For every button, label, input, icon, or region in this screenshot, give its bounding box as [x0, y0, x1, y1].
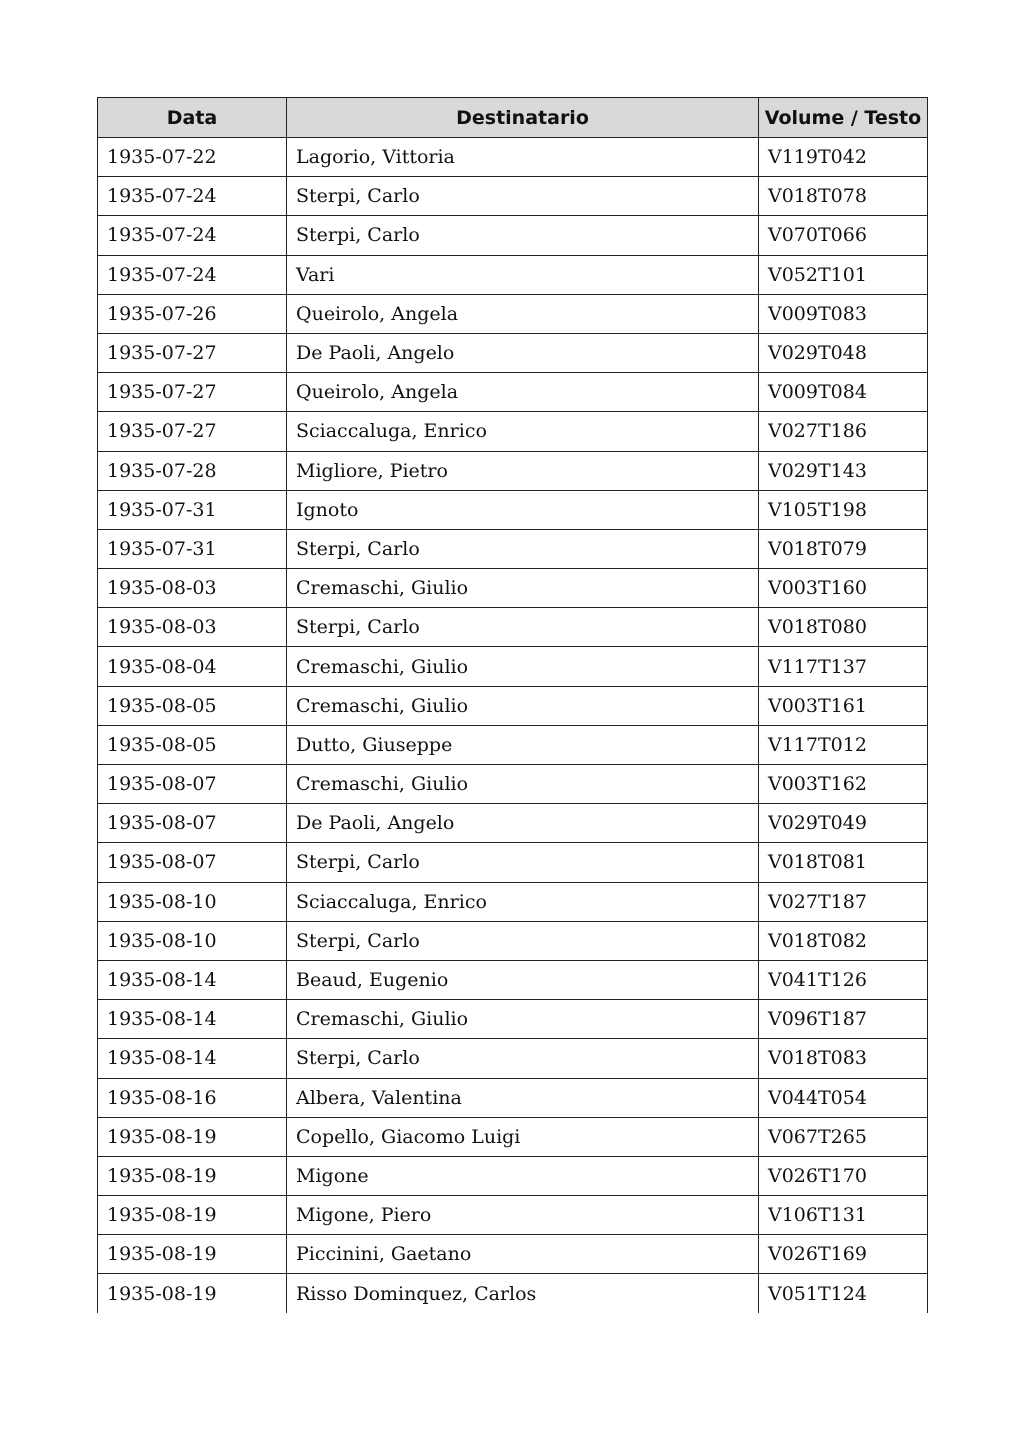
cell-volume: V067T265 — [759, 1117, 928, 1156]
cell-volume: V009T083 — [759, 294, 928, 333]
table-row — [98, 373, 928, 412]
table-row — [98, 921, 928, 960]
cell-recipient: Migone, Piero — [287, 1196, 759, 1235]
cell-date: 1935-08-07 — [98, 765, 287, 804]
cell-date: 1935-08-10 — [98, 882, 287, 921]
cell-date: 1935-07-22 — [98, 138, 287, 177]
table-row — [98, 490, 928, 529]
cell-date: 1935-07-31 — [98, 490, 287, 529]
cell-recipient: Sterpi, Carlo — [287, 921, 759, 960]
cell-recipient: Albera, Valentina — [287, 1078, 759, 1117]
cell-date: 1935-07-28 — [98, 451, 287, 490]
cell-date: 1935-08-19 — [98, 1117, 287, 1156]
cell-volume: V029T048 — [759, 333, 928, 372]
cell-volume: V003T161 — [759, 686, 928, 725]
table-row — [98, 960, 928, 999]
cell-recipient: Sciaccaluga, Enrico — [287, 882, 759, 921]
cell-volume: V096T187 — [759, 1000, 928, 1039]
table-row — [98, 138, 928, 177]
cell-date: 1935-07-31 — [98, 529, 287, 568]
table-row — [98, 647, 928, 686]
table-row — [98, 1196, 928, 1235]
cell-date: 1935-07-27 — [98, 412, 287, 451]
table-row — [98, 451, 928, 490]
cell-date: 1935-08-05 — [98, 686, 287, 725]
cell-volume: V003T160 — [759, 569, 928, 608]
header-volume: Volume / Testo — [759, 98, 928, 138]
cell-date: 1935-08-14 — [98, 960, 287, 999]
cell-recipient: De Paoli, Angelo — [287, 333, 759, 372]
cell-volume: V027T186 — [759, 412, 928, 451]
cell-recipient: Cremaschi, Giulio — [287, 765, 759, 804]
table-row — [98, 412, 928, 451]
table-row — [98, 765, 928, 804]
header-recipient: Destinatario — [287, 98, 759, 138]
table-row — [98, 608, 928, 647]
cell-volume: V018T080 — [759, 608, 928, 647]
cell-recipient: Vari — [287, 255, 759, 294]
table-row — [98, 333, 928, 372]
table-row — [98, 804, 928, 843]
cell-date: 1935-08-07 — [98, 843, 287, 882]
cell-date: 1935-08-04 — [98, 647, 287, 686]
table-header-row — [98, 98, 928, 138]
cell-date: 1935-08-19 — [98, 1235, 287, 1274]
cell-volume: V117T012 — [759, 725, 928, 764]
cell-recipient: Risso Dominquez, Carlos — [287, 1274, 759, 1313]
table-row — [98, 255, 928, 294]
table-row — [98, 216, 928, 255]
cell-date: 1935-07-26 — [98, 294, 287, 333]
cell-date: 1935-08-07 — [98, 804, 287, 843]
table-row — [98, 177, 928, 216]
cell-volume: V029T049 — [759, 804, 928, 843]
cell-date: 1935-08-14 — [98, 1039, 287, 1078]
table-row — [98, 1000, 928, 1039]
cell-recipient: Copello, Giacomo Luigi — [287, 1117, 759, 1156]
cell-recipient: Cremaschi, Giulio — [287, 569, 759, 608]
cell-recipient: Sciaccaluga, Enrico — [287, 412, 759, 451]
table-row — [98, 294, 928, 333]
cell-volume: V029T143 — [759, 451, 928, 490]
cell-recipient: Sterpi, Carlo — [287, 529, 759, 568]
cell-volume: V041T126 — [759, 960, 928, 999]
table-row — [98, 1117, 928, 1156]
cell-date: 1935-07-24 — [98, 216, 287, 255]
cell-recipient: Queirolo, Angela — [287, 373, 759, 412]
cell-recipient: Cremaschi, Giulio — [287, 686, 759, 725]
table-row — [98, 686, 928, 725]
cell-volume: V026T170 — [759, 1156, 928, 1195]
cell-volume: V018T081 — [759, 843, 928, 882]
table-row — [98, 1274, 928, 1313]
cell-volume: V044T054 — [759, 1078, 928, 1117]
cell-volume: V018T082 — [759, 921, 928, 960]
cell-recipient: Beaud, Eugenio — [287, 960, 759, 999]
cell-date: 1935-08-03 — [98, 569, 287, 608]
cell-volume: V018T083 — [759, 1039, 928, 1078]
cell-recipient: Piccinini, Gaetano — [287, 1235, 759, 1274]
cell-volume: V070T066 — [759, 216, 928, 255]
cell-volume: V018T078 — [759, 177, 928, 216]
table-row — [98, 882, 928, 921]
cell-recipient: Lagorio, Vittoria — [287, 138, 759, 177]
table-row — [98, 569, 928, 608]
cell-recipient: Cremaschi, Giulio — [287, 1000, 759, 1039]
cell-recipient: De Paoli, Angelo — [287, 804, 759, 843]
cell-volume: V119T042 — [759, 138, 928, 177]
cell-volume: V018T079 — [759, 529, 928, 568]
cell-recipient: Sterpi, Carlo — [287, 843, 759, 882]
cell-date: 1935-08-03 — [98, 608, 287, 647]
cell-volume: V003T162 — [759, 765, 928, 804]
cell-volume: V105T198 — [759, 490, 928, 529]
table-row — [98, 725, 928, 764]
cell-date: 1935-07-24 — [98, 177, 287, 216]
table-row — [98, 1235, 928, 1274]
cell-date: 1935-08-05 — [98, 725, 287, 764]
cell-volume: V027T187 — [759, 882, 928, 921]
letters-table — [97, 97, 928, 1313]
cell-recipient: Sterpi, Carlo — [287, 608, 759, 647]
cell-date: 1935-08-14 — [98, 1000, 287, 1039]
table-row — [98, 1156, 928, 1195]
cell-recipient: Queirolo, Angela — [287, 294, 759, 333]
cell-recipient: Sterpi, Carlo — [287, 177, 759, 216]
table-body — [98, 138, 928, 1314]
cell-date: 1935-07-27 — [98, 373, 287, 412]
cell-volume: V117T137 — [759, 647, 928, 686]
table-row — [98, 843, 928, 882]
table-row — [98, 529, 928, 568]
cell-date: 1935-08-10 — [98, 921, 287, 960]
cell-recipient: Ignoto — [287, 490, 759, 529]
table-row — [98, 1039, 928, 1078]
cell-volume: V026T169 — [759, 1235, 928, 1274]
cell-volume: V051T124 — [759, 1274, 928, 1313]
cell-recipient: Migliore, Pietro — [287, 451, 759, 490]
cell-recipient: Sterpi, Carlo — [287, 216, 759, 255]
cell-recipient: Sterpi, Carlo — [287, 1039, 759, 1078]
table-row — [98, 1078, 928, 1117]
cell-volume: V106T131 — [759, 1196, 928, 1235]
cell-date: 1935-08-16 — [98, 1078, 287, 1117]
cell-recipient: Migone — [287, 1156, 759, 1195]
cell-date: 1935-08-19 — [98, 1156, 287, 1195]
cell-date: 1935-08-19 — [98, 1274, 287, 1313]
cell-date: 1935-08-19 — [98, 1196, 287, 1235]
cell-date: 1935-07-27 — [98, 333, 287, 372]
cell-volume: V009T084 — [759, 373, 928, 412]
cell-recipient: Cremaschi, Giulio — [287, 647, 759, 686]
header-date: Data — [98, 98, 287, 138]
cell-date: 1935-07-24 — [98, 255, 287, 294]
cell-recipient: Dutto, Giuseppe — [287, 725, 759, 764]
cell-volume: V052T101 — [759, 255, 928, 294]
